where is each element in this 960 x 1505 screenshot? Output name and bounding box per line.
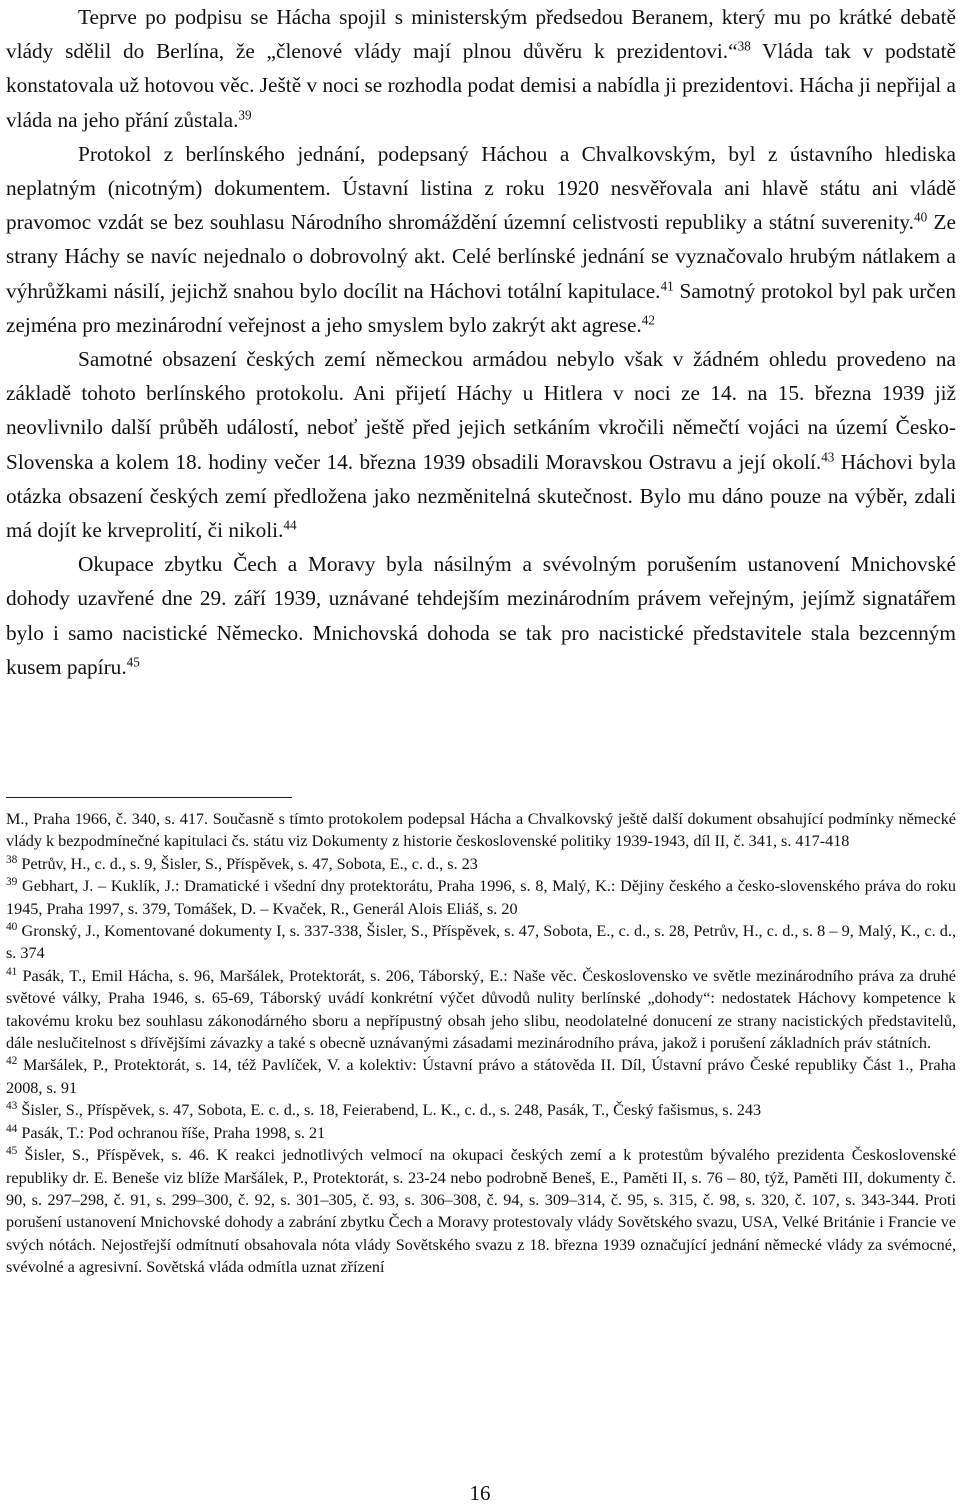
paragraph-text: Samotný protokol byl pak určen zejména pro mezinárodní veřejnost a jeho smyslem bylo zakrýt akt agrese.	[6, 278, 956, 337]
footnote-text: Pasák, T.: Pod ochranou říše, Praha 1998, s. 21	[17, 1123, 326, 1142]
footnote-reference: 44	[283, 517, 297, 533]
footnote	[6, 875, 956, 920]
footnotes	[6, 808, 956, 1279]
paragraph-text: Teprve po podpisu se Hácha spojil s ministerským předsedou Beranem, který mu po krátké debatě vlády sdělil do Berlína, že „členové vlády mají plnou důvěru k prezidentovi.“	[6, 5, 956, 64]
footnote-reference: 40	[914, 209, 928, 225]
footnote-number: 44	[6, 1122, 18, 1135]
paragraph-text: Okupace zbytku Čech a Moravy byla násilným a svévolným porušením ustanovení Mnichovské dohody uzavřené dne 29. září 1939, uznávané tehdejším mezinárodním právem veřejným, jejímž signatářem bylo i samo nacistické Německo. Mnichovská dohoda se tak pro nacistické představitele stala bezcenným kusem papíru.	[6, 552, 956, 679]
footnote-text: Šisler, S., Příspěvek, s. 47, Sobota, E. c. d., s. 18, Feierabend, L. K., c. d., s. 248, Pasák, T., Český fašismus, s. 243	[17, 1101, 762, 1120]
body-paragraph	[6, 547, 956, 684]
footnote	[6, 1099, 956, 1121]
footnote-reference: 41	[660, 277, 674, 293]
footnote-text: M., Praha 1966, č. 340, s. 417. Současně s tímto protokolem podepsal Hácha a Chvalkovský ještě další dokument obsahující podmínky německé vlády k bezpodmínečné kapitulaci čs. státu viz Dokumenty z historie československé politiky 1939-1943, díl II, č. 341, s. 417-418	[6, 810, 956, 851]
paragraph-text: Samotné obsazení českých zemí německou armádou nebylo však v žádném ohledu provedeno na základě tohoto berlínského protokolu. Ani přijetí Háchy u Hitlera v noci ze 14. na 15. března 1939 již neovlivnilo další průběh událostí, neboť ještě před jejich setkáním vkročili němečtí vojáci na území Česko-Slovenska a kolem 18. hodiny večer 14. března 1939 obsadili Moravskou Ostravu a její okolí.	[6, 347, 956, 474]
footnote-text: Maršálek, P., Protektorát, s. 14, též Pavlíček, V. a kolektiv: Ústavní právo a státověda II. Díl, Ústavní právo České republiky Část 1., Praha 2008, s. 91	[6, 1056, 956, 1097]
footnote-number: 45	[6, 1144, 18, 1157]
body-text	[6, 0, 956, 684]
footnote	[6, 1122, 956, 1144]
footnote	[6, 1054, 956, 1099]
footnote-number: 42	[6, 1055, 18, 1068]
footnote-text: Šisler, S., Příspěvek, s. 46. K reakci jednotlivých velmocí na okupaci českých zemí a k protestům bývalého prezidenta Československé republiky dr. E. Beneše viz blíže Maršálek, P., Protektorát, s. 23-24 nebo podrobně Beneš, E., Paměti II, s. 76 – 80, týž, Paměti III, dokumenty č. 90, s. 297–298, č. 91, s. 299–300, č. 92, s. 301–305, č. 93, s. 306–308, č. 94, s. 309–314, č. 95, s. 315, č. 98, s. 320, č. 107, s. 343-344. Proti porušení ustanovení Mnichovské dohody a zabrání zbytku Čech a Moravy protestovaly vlády Sovětského svazu, USA, Velké Británie i Francie ve svých nótách. Nejostřejší odmítnutí obsahovala nóta vlády Sovětského svazu z 18. března 1939 označující jednání německé vlády za svémocné, svévolné a agresivní. Sovětská vláda odmítla uznat zřízení	[6, 1146, 956, 1277]
footnote	[6, 853, 956, 875]
footnote-reference: 42	[641, 312, 655, 328]
footnote-number: 41	[6, 965, 18, 978]
footnote-number: 39	[6, 875, 18, 888]
footnote	[6, 920, 956, 965]
paragraph-text: Vláda tak v podstatě konstatovala už hotovou věc. Ještě v noci se rozhodla podat demisi a nabídla ji prezidentovi. Hácha ji nepřijal a vláda na jeho přání zůstala.	[6, 39, 956, 132]
footnote-number: 40	[6, 920, 18, 933]
body-paragraph	[6, 0, 956, 137]
paragraph-text: Ze strany Háchy se navíc nejednalo o dobrovolný akt. Celé berlínské jednání se vyznačovalo hrubým nátlakem a výhrůžkami násilí, jejichž snahou bylo docílit na Háchovi totální kapitulace.	[6, 210, 956, 303]
paragraph-text: Protokol z berlínského jednání, podepsaný Háchou a Chvalkovským, byl z ústavního hlediska neplatným (nicotným) dokumentem. Ústavní listina z roku 1920 nesvěřovala ani hlavě státu ani vládě pravomoc vzdát se bez souhlasu Národního shromáždění územní celistvosti republiky a státní suverenity.	[6, 141, 956, 235]
footnote-text: Petrův, H., c. d., s. 9, Šisler, S., Příspěvek, s. 47, Sobota, E., c. d., s. 23	[17, 854, 478, 873]
body-paragraph	[6, 342, 956, 547]
footnote-text: Pasák, T., Emil Hácha, s. 96, Maršálek, Protektorát, s. 206, Táborský, E.: Naše věc. Československo ve světle mezinárodního práva za druhé světové války, Praha 1946, s. 65-69, Táborský uvádí konkrétní výčet důvodů nulity berlínské „dohody“: nedostatek Háchovy kompetence k takovému kroku bez souhlasu zákonodárného sboru a nepřípustný obsah jeho slibu, neodolatelné donucení ze strany nacistických představitelů, dále neslučitelnost s dřívějšími závazky a také s obecně uznávanými zásadami mezinárodního práva, jakož i porušení základních práv státních.	[6, 966, 956, 1053]
footnote-reference: 45	[126, 654, 140, 670]
paragraph-text: Háchovi byla otázka obsazení českých zemí předložena jako nezměnitelná skutečnost. Bylo mu dáno pouze na výběr, zdali má dojít ke krveprolití, či nikoli.	[6, 449, 956, 543]
footnote-reference: 43	[821, 448, 835, 464]
footnote-number: 38	[6, 853, 18, 866]
page-number: 16	[469, 1481, 491, 1505]
footnote-reference: 38	[737, 38, 751, 54]
footnote	[6, 965, 956, 1055]
footnote-text: Gebhart, J. – Kuklík, J.: Dramatické i všední dny protektorátu, Praha 1996, s. 8, Malý, K.: Dějiny českého a česko-slovenského práva do roku 1945, Praha 1997, s. 379, Tomášek, D. – Kvaček, R., Generál Alois Eliáš, s. 20	[6, 877, 956, 918]
footnote	[6, 808, 956, 853]
footnote-separator	[6, 797, 292, 798]
footnote-number: 43	[6, 1100, 18, 1113]
footnote	[6, 1144, 956, 1278]
footnote-text: Gronský, J., Komentované dokumenty I, s. 337-338, Šisler, S., Příspěvek, s. 47, Sobota, E., c. d., s. 28, Petrův, H., c. d., s. 8 – 9, Malý, K., c. d., s. 374	[6, 922, 956, 963]
body-paragraph	[6, 137, 956, 342]
footnote-reference: 39	[238, 106, 252, 122]
